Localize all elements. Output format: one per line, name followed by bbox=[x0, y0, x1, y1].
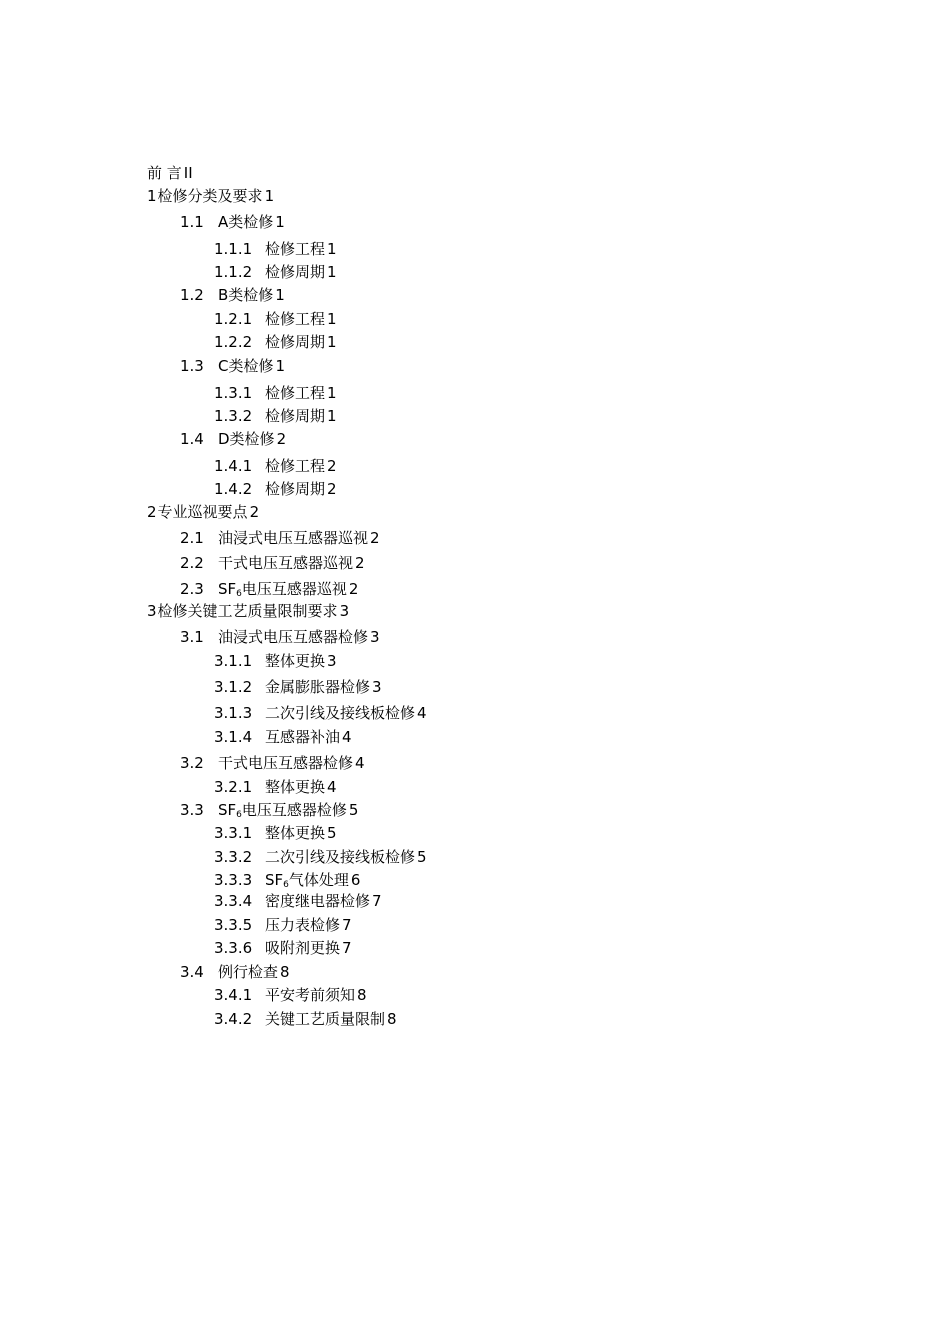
toc-entry[interactable] bbox=[180, 553, 365, 573]
toc-entry-page-number: 7 bbox=[342, 916, 352, 934]
toc-entry-number: 1.2 bbox=[180, 286, 204, 304]
toc-entry-number: 3.1.4 bbox=[214, 728, 253, 746]
toc-entry-number: 3.3.1 bbox=[214, 824, 253, 842]
toc-entry[interactable] bbox=[214, 847, 427, 867]
toc-entry[interactable] bbox=[214, 727, 352, 747]
toc-entry-number: 3.4.1 bbox=[214, 986, 253, 1004]
toc-entry-title: 检修工程 bbox=[265, 310, 326, 328]
toc-entry[interactable] bbox=[180, 356, 285, 376]
toc-entry[interactable] bbox=[214, 239, 337, 259]
toc-entry-title: 平安考前须知 bbox=[265, 986, 356, 1004]
toc-entry-title: 检修周期 bbox=[265, 480, 326, 498]
toc-entry-number: 1.1.1 bbox=[214, 240, 253, 258]
toc-entry-number: 3.3.2 bbox=[214, 848, 253, 866]
toc-entry-number: 1.2.1 bbox=[214, 310, 253, 328]
toc-entry-number: 3.3.6 bbox=[214, 939, 253, 957]
toc-entry-title: 例行检查 bbox=[218, 963, 279, 981]
toc-entry-number: 3.3.4 bbox=[214, 892, 253, 910]
toc-entry-page-number: 2 bbox=[348, 580, 359, 598]
toc-entry[interactable] bbox=[214, 870, 360, 890]
toc-entry-page-number: 2 bbox=[327, 457, 337, 475]
toc-entry[interactable] bbox=[180, 285, 285, 305]
toc-entry-number: 3.3 bbox=[180, 801, 204, 819]
toc-entry-title: 金属膨胀器检修 bbox=[265, 678, 371, 696]
toc-entry[interactable] bbox=[214, 383, 337, 403]
toc-entry-title: 油浸式电压互感器巡视 bbox=[218, 529, 369, 547]
toc-entry-title: 专业巡视要点 bbox=[157, 503, 248, 521]
toc-entry-page-number: 1 bbox=[275, 213, 285, 231]
toc-entry[interactable] bbox=[214, 938, 352, 958]
toc-entry-page-number: 2 bbox=[276, 430, 287, 448]
toc-entry-title: $SF_6$气体处理 bbox=[265, 871, 349, 890]
toc-entry[interactable] bbox=[214, 651, 337, 671]
toc-entry-number: 3.4.2 bbox=[214, 1010, 253, 1028]
toc-entry-page-number: 8 bbox=[280, 963, 290, 981]
toc-entry-number: 2.3 bbox=[180, 580, 204, 598]
toc-entry-page-number: II bbox=[183, 164, 193, 182]
toc-entry-number: 3.1 bbox=[180, 628, 204, 646]
toc-entry-title: C类检修 bbox=[218, 357, 274, 375]
toc-entry-number: 3.3.5 bbox=[214, 916, 253, 934]
toc-entry-number: 1 bbox=[147, 187, 157, 205]
toc-entry[interactable] bbox=[214, 262, 337, 282]
toc-entry-page-number: 1 bbox=[327, 263, 337, 281]
toc-entry-page-number: 1 bbox=[327, 384, 337, 402]
toc-entry-number: 3.3.3 bbox=[214, 871, 253, 889]
toc-entry-number: 2.1 bbox=[180, 529, 204, 547]
toc-entry-page-number: 7 bbox=[372, 892, 382, 910]
toc-entry[interactable] bbox=[214, 915, 352, 935]
toc-entry-number: 1.4.2 bbox=[214, 480, 253, 498]
toc-entry-page-number: 1 bbox=[327, 333, 337, 351]
toc-entry[interactable] bbox=[214, 823, 337, 843]
toc-entry-page-number: 7 bbox=[342, 939, 352, 957]
toc-entry-number: 3.2 bbox=[180, 754, 204, 772]
toc-entry-title: 互感器补油 bbox=[265, 728, 341, 746]
toc-entry-page-number: 3 bbox=[339, 602, 350, 620]
toc-entry-title: 密度继电器检修 bbox=[265, 892, 371, 910]
toc-entry-page-number: 2 bbox=[249, 503, 260, 521]
toc-entry[interactable] bbox=[180, 429, 286, 449]
toc-entry-page-number: 4 bbox=[355, 754, 365, 772]
toc-entry[interactable] bbox=[180, 579, 358, 599]
toc-entry[interactable] bbox=[214, 479, 337, 499]
toc-entry-page-number: 1 bbox=[327, 240, 337, 258]
toc-entry-title: 二次引线及接线板检修 bbox=[265, 848, 416, 866]
toc-entry-title: 检修工程 bbox=[265, 457, 326, 475]
toc-entry[interactable] bbox=[214, 677, 382, 697]
toc-entry[interactable] bbox=[180, 962, 290, 982]
toc-entry-page-number: 4 bbox=[327, 778, 337, 796]
toc-entry-number: 3.1.2 bbox=[214, 678, 253, 696]
toc-entry-page-number: 1 bbox=[264, 187, 275, 205]
toc-entry-page-number: 2 bbox=[327, 480, 337, 498]
toc-entry-page-number: 2 bbox=[370, 529, 380, 547]
toc-entry[interactable] bbox=[214, 703, 427, 723]
toc-entry-page-number: 6 bbox=[350, 871, 361, 889]
toc-entry-page-number: 5 bbox=[417, 848, 427, 866]
toc-entry-title: 二次引线及接线板检修 bbox=[265, 704, 416, 722]
toc-entry-number: 2.2 bbox=[180, 554, 204, 572]
toc-entry-title: 吸附剂更换 bbox=[265, 939, 341, 957]
toc-entry[interactable] bbox=[180, 753, 365, 773]
toc-entry-number: 3 bbox=[147, 602, 157, 620]
toc-entry-page-number: 3 bbox=[372, 678, 382, 696]
toc-entry-title: A类检修 bbox=[218, 213, 274, 231]
toc-entry-page-number: 4 bbox=[417, 704, 427, 722]
toc-entry-title: D类检修 bbox=[218, 430, 275, 448]
toc-entry-title: 检修关键工艺质量限制要求 bbox=[157, 602, 338, 620]
toc-entry-title: 检修分类及要求 bbox=[157, 187, 263, 205]
toc-entry-number: 3.1.3 bbox=[214, 704, 253, 722]
toc-entry-title: 检修工程 bbox=[265, 240, 326, 258]
toc-entry-number: 1.3.2 bbox=[214, 407, 253, 425]
toc-entry-number: 1.2.2 bbox=[214, 333, 253, 351]
toc-entry-title: $SF_6$电压互感器巡视 bbox=[218, 580, 347, 599]
toc-entry-page-number: 3 bbox=[370, 628, 380, 646]
toc-entry-title: 油浸式电压互感器检修 bbox=[218, 628, 369, 646]
toc-entry-title: 干式电压互感器巡视 bbox=[218, 554, 354, 572]
toc-entry[interactable] bbox=[214, 309, 337, 329]
toc-entry-title: B类检修 bbox=[218, 286, 274, 304]
toc-entry-title: 整体更换 bbox=[265, 824, 326, 842]
toc-entry-number: 3.2.1 bbox=[214, 778, 253, 796]
toc-entry-title: 检修工程 bbox=[265, 384, 326, 402]
toc-entry-title: 压力表检修 bbox=[265, 916, 341, 934]
toc-entry-page-number: 1 bbox=[275, 357, 286, 375]
toc-entry-page-number: 3 bbox=[327, 652, 337, 670]
toc-entry[interactable] bbox=[147, 601, 349, 621]
toc-entry[interactable] bbox=[180, 627, 380, 647]
toc-entry-title: 关键工艺质量限制 bbox=[265, 1010, 386, 1028]
toc-entry[interactable] bbox=[147, 186, 274, 206]
toc-entry-number: 3.4 bbox=[180, 963, 204, 981]
toc-entry-page-number: 4 bbox=[342, 728, 352, 746]
toc-entry-title: 干式电压互感器检修 bbox=[218, 754, 354, 772]
toc-entry-number: 2 bbox=[147, 503, 157, 521]
toc-entry-number: 1.4 bbox=[180, 430, 204, 448]
toc-entry-number: 1.1 bbox=[180, 213, 204, 231]
toc-entry-title: 整体更换 bbox=[265, 652, 326, 670]
toc-entry-number: 1.1.2 bbox=[214, 263, 253, 281]
toc-entry-title: 前 言 bbox=[147, 164, 182, 182]
toc-entry-page-number: 1 bbox=[327, 407, 337, 425]
toc-entry-page-number: 2 bbox=[355, 554, 365, 572]
toc-entry-page-number: 8 bbox=[387, 1010, 397, 1028]
toc-entry[interactable] bbox=[214, 777, 337, 797]
toc-entry-title: 检修周期 bbox=[265, 407, 326, 425]
toc-entry-title: 整体更换 bbox=[265, 778, 326, 796]
toc-entry-page-number: 5 bbox=[348, 801, 359, 819]
toc-entry-page-number: 8 bbox=[357, 986, 367, 1004]
toc-entry[interactable] bbox=[214, 891, 382, 911]
toc-entry[interactable] bbox=[214, 406, 337, 426]
toc-entry[interactable] bbox=[214, 456, 337, 476]
toc-entry-title: 检修周期 bbox=[265, 263, 326, 281]
toc-entry[interactable] bbox=[147, 502, 259, 522]
toc-entry[interactable] bbox=[214, 1009, 397, 1029]
toc-entry-page-number: 1 bbox=[327, 310, 337, 328]
toc-entry[interactable] bbox=[180, 800, 358, 820]
toc-entry-number: 1.3 bbox=[180, 357, 204, 375]
toc-entry-page-number: 1 bbox=[275, 286, 285, 304]
toc-entry-number: 1.4.1 bbox=[214, 457, 253, 475]
toc-entry[interactable] bbox=[147, 163, 193, 183]
toc-entry-number: 1.3.1 bbox=[214, 384, 253, 402]
toc-entry-number: 3.1.1 bbox=[214, 652, 253, 670]
toc-entry[interactable] bbox=[214, 332, 337, 352]
toc-entry-title: $SF_6$电压互感器检修 bbox=[218, 801, 347, 820]
toc-entry[interactable] bbox=[180, 212, 285, 232]
toc-entry[interactable] bbox=[180, 528, 380, 548]
toc-entry[interactable] bbox=[214, 985, 367, 1005]
toc-entry-page-number: 5 bbox=[327, 824, 337, 842]
toc-entry-title: 检修周期 bbox=[265, 333, 326, 351]
